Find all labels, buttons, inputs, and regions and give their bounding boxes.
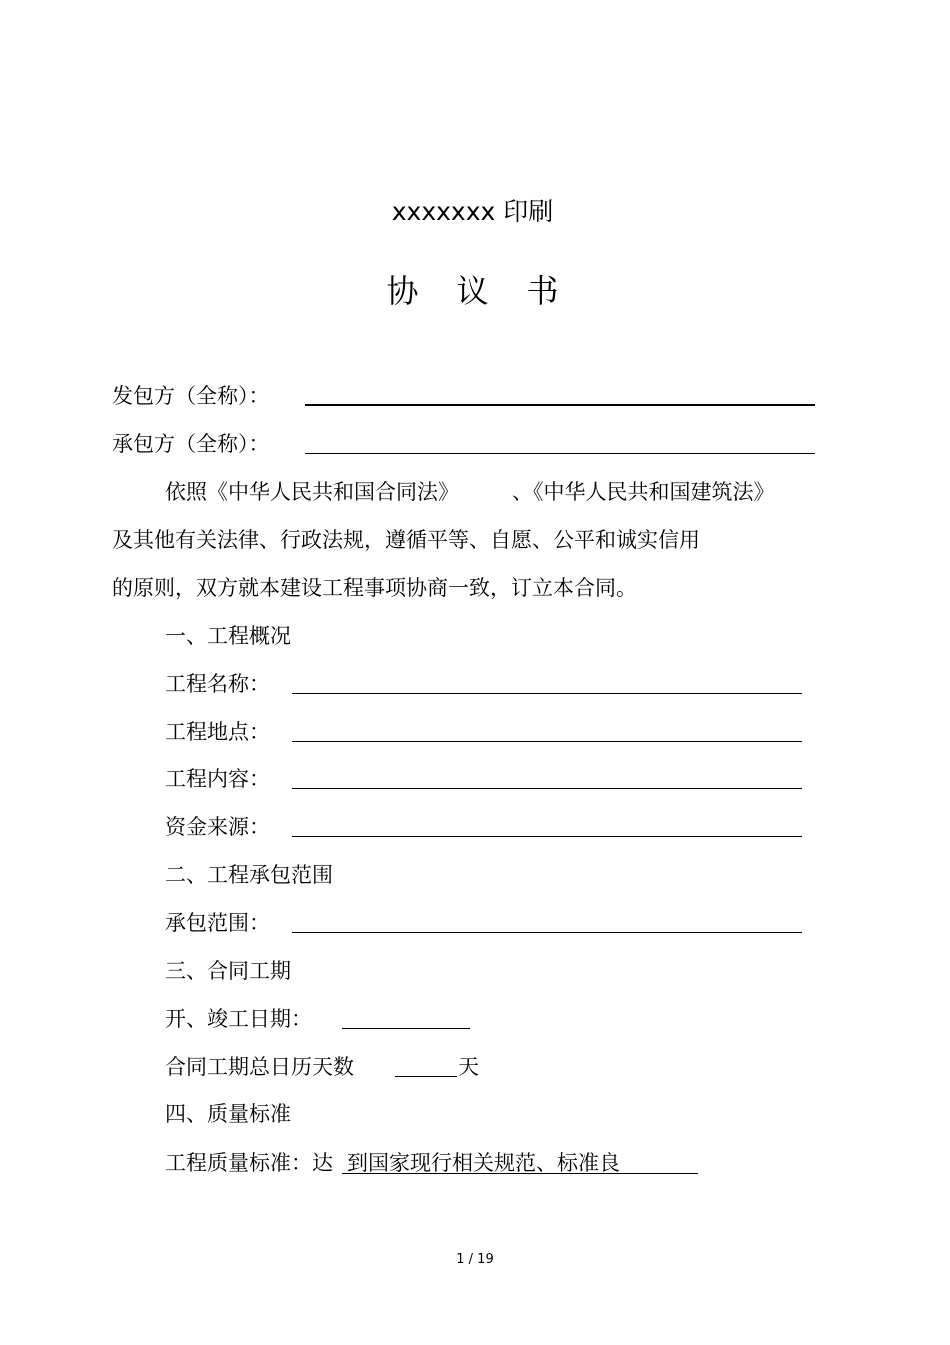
days-unit: 天: [458, 1055, 479, 1079]
page-indicator: 1 / 19: [456, 1252, 494, 1267]
quality-underline: [342, 1173, 698, 1174]
project-location-label: 工程地点：: [165, 720, 270, 744]
section1-heading: 一、工程概况: [165, 624, 291, 648]
funding-source-label: 资金来源：: [165, 815, 270, 839]
party-a-blank: [305, 404, 815, 406]
funding-source-blank: [292, 836, 802, 837]
section3-heading: 三、合同工期: [165, 959, 291, 983]
total-days-label: 合同工期总日历天数: [165, 1055, 354, 1079]
party-b-label: 承包方（全称）：: [112, 432, 270, 456]
project-name-blank: [292, 693, 802, 694]
project-location-blank: [292, 741, 802, 742]
total-days-blank: [395, 1076, 457, 1077]
quality-label: 工程质量标准：达: [165, 1151, 333, 1175]
intro-line1-part2: 、《中华人民共和国建筑法》: [512, 480, 775, 504]
section4-heading: 四、质量标准: [165, 1102, 291, 1126]
document-title: xxxxxxx 印刷: [391, 197, 554, 226]
intro-line3: 的原则，双方就本建设工程事项协商一致，订立本合同。: [112, 576, 637, 600]
quality-value: 到国家现行相关规范、标准良: [347, 1151, 620, 1175]
intro-line2: 及其他有关法律、行政法规，遵循平等、自愿、公平和诚实信用: [112, 528, 700, 552]
project-name-label: 工程名称：: [165, 672, 270, 696]
party-a-label: 发包方（全称）：: [112, 384, 270, 408]
project-content-label: 工程内容：: [165, 767, 270, 791]
project-content-blank: [292, 788, 802, 789]
section2-heading: 二、工程承包范围: [165, 863, 333, 887]
scope-blank: [292, 932, 802, 933]
intro-line1-part1: 依照《中华人民共和国合同法》: [165, 480, 459, 504]
party-b-blank: [305, 453, 815, 454]
scope-label: 承包范围：: [165, 911, 270, 935]
dates-blank: [342, 1028, 470, 1029]
document-subtitle: 协议书: [386, 272, 597, 310]
dates-label: 开、竣工日期：: [165, 1007, 312, 1031]
